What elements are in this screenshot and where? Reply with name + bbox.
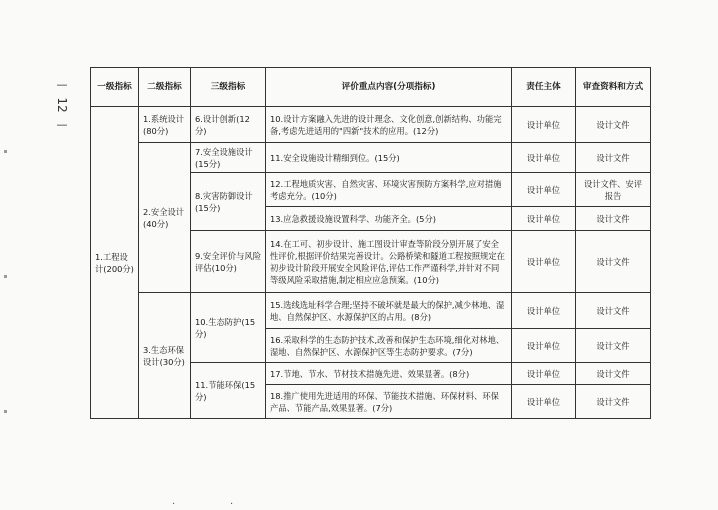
content-cell: 12.工程地质灾害、自然灾害、环境灾害预防方案科学,应对措施考虑充分。(10分) (266, 173, 512, 207)
content-cell: 11.安全设施设计精细到位。(15分) (266, 143, 512, 173)
subject-cell: 设计单位 (512, 143, 576, 173)
content-cell: 17.节地、节水、节材技术措施先进、效果显著。(8分) (266, 363, 512, 385)
review-cell: 设计文件 (576, 207, 651, 231)
level1-cell: 1.工程设计(200分) (91, 107, 139, 419)
table-header-row (91, 68, 651, 107)
level3-cell: 9.安全评价与风险评估(10分) (191, 231, 266, 293)
review-cell: 设计文件 (576, 107, 651, 143)
scan-speck: · (230, 499, 234, 510)
header-level3: 三级指标 (191, 68, 266, 107)
subject-cell: 设计单位 (512, 293, 576, 329)
review-cell: 设计文件、安评报告 (576, 173, 651, 207)
level2-cell: 3.生态环保设计(30分) (139, 293, 191, 419)
header-level2: 二级指标 (139, 68, 191, 107)
review-cell: 设计文件 (576, 329, 651, 363)
level3-cell: 11.节能环保(15分) (191, 363, 266, 419)
content-cell: 13.应急救援设施设置科学、功能齐全。(5分) (266, 207, 512, 231)
level3-cell: 8.灾害防御设计(15分) (191, 173, 266, 231)
page-number-dash: — (56, 78, 68, 91)
binding-mark (4, 410, 7, 413)
subject-cell: 设计单位 (512, 231, 576, 293)
header-subject: 责任主体 (512, 68, 576, 107)
content-cell: 10.设计方案融入先进的设计理念、文化创意,创新结构、功能完备,考虑先进适用的"四新"技术的应用。(12分) (266, 107, 512, 143)
table-row (91, 293, 651, 329)
review-cell: 设计文件 (576, 231, 651, 293)
content-cell: 14.在工可、初步设计、施工图设计审查等阶段分别开展了安全性评价,根据评价结果完善设计。公路桥梁和隧道工程按照规定在初步设计阶段开展安全风险评估,评估工作严谨科学,并针对不同等级风险采取措施,制定相应应急预案。(10分) (266, 231, 512, 293)
review-cell: 设计文件 (576, 363, 651, 385)
subject-cell: 设计单位 (512, 207, 576, 231)
level3-cell: 7.安全设施设计(15分) (191, 143, 266, 173)
evaluation-table (90, 67, 651, 419)
content-cell: 16.采取科学的生态防护技术,改善和保护生态环境,细化对林地、湿地、自然保护区、水源保护区等生态防护要求。(7分) (266, 329, 512, 363)
subject-cell: 设计单位 (512, 329, 576, 363)
table-row (91, 143, 651, 173)
level2-cell: 1.系统设计(80分) (139, 107, 191, 143)
review-cell: 设计文件 (576, 143, 651, 173)
content-cell: 18.推广使用先进适用的环保、节能技术措施、环保材料、环保产品、节能产品,效果显著。(7分) (266, 385, 512, 419)
page-number-dash: — (56, 118, 68, 131)
header-level1: 一级指标 (91, 68, 139, 107)
subject-cell: 设计单位 (512, 363, 576, 385)
level3-cell: 6.设计创新(12分) (191, 107, 266, 143)
subject-cell: 设计单位 (512, 107, 576, 143)
binding-mark (4, 275, 7, 278)
subject-cell: 设计单位 (512, 173, 576, 207)
review-cell: 设计文件 (576, 293, 651, 329)
table-row (91, 107, 651, 143)
scan-speck: · (172, 499, 176, 510)
review-cell: 设计文件 (576, 385, 651, 419)
page-number: 12 (55, 97, 69, 113)
header-content: 评价重点内容(分项指标) (266, 68, 512, 107)
level3-cell: 10.生态防护(15分) (191, 293, 266, 363)
subject-cell: 设计单位 (512, 385, 576, 419)
binding-mark (4, 150, 7, 153)
content-cell: 15.选线选址科学合理;坚持不破坏就是最大的保护,减少林地、湿地、自然保护区、水源保护区的占用。(8分) (266, 293, 512, 329)
page-number-column (52, 78, 72, 132)
level2-cell: 2.安全设计(40分) (139, 143, 191, 293)
header-review: 审查资料和方式 (576, 68, 651, 107)
